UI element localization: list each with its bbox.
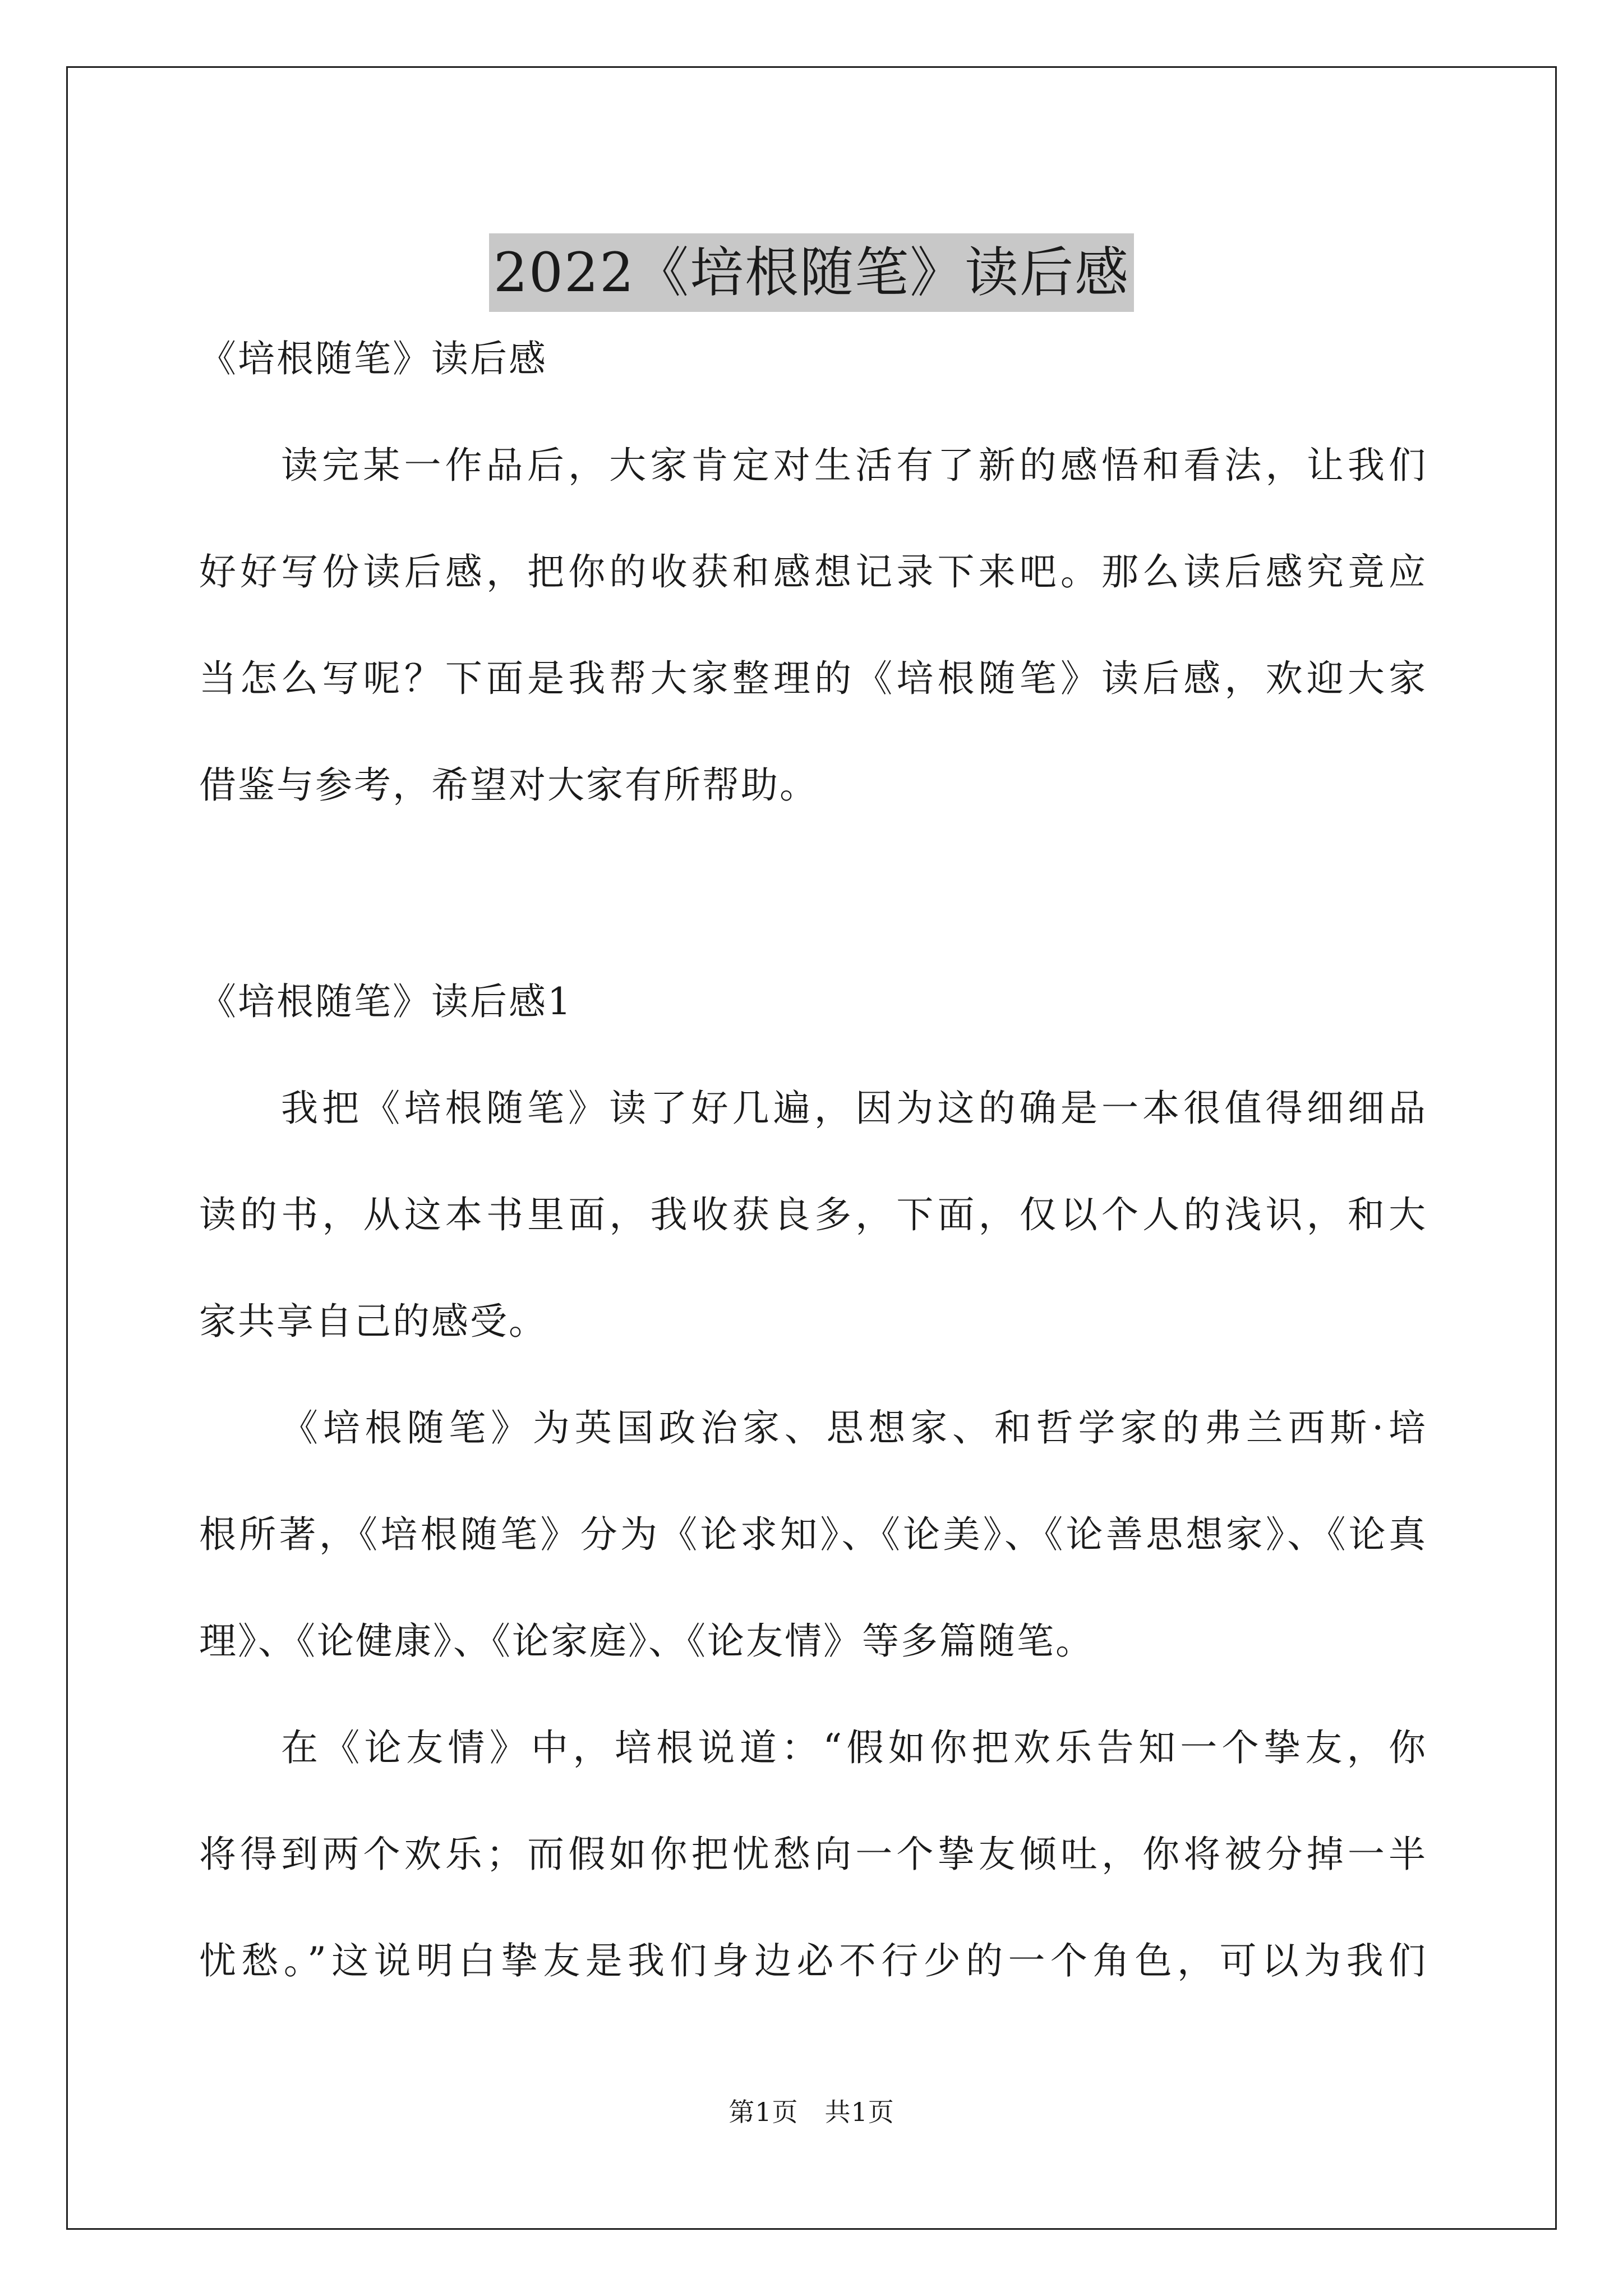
section-gap — [199, 839, 1427, 949]
document-body — [199, 306, 1427, 2014]
paragraph-1 — [199, 1055, 1427, 1375]
intro-line: 读完某一作品后，大家肯定对生活有了新的感悟和看法，让我们 — [281, 444, 1427, 487]
paragraph-line: 在《论友情》中，培根说道：“假如你把欢乐告知一个挚友，你 — [281, 1726, 1427, 1769]
intro-heading: 《培根随笔》读后感 — [199, 337, 547, 380]
paragraph-line: 读的书，从这本书里面，我收获良多，下面，仅以个人的浅识，和大 — [199, 1193, 1427, 1236]
paragraph-line: 理》、《论健康》、《论家庭》、《论友情》等多篇随笔。 — [199, 1619, 1094, 1663]
section-heading: 《培根随笔》读后感1 — [199, 980, 573, 1023]
document-title: 2022《培根随笔》读后感 — [489, 233, 1134, 312]
paragraph-line: 忧愁。”这说明白挚友是我们身边必不行少的一个角色，可以为我们 — [199, 1939, 1427, 1982]
paragraph-line: 将得到两个欢乐；而假如你把忧愁向一个挚友倾吐，你将被分掉一半 — [199, 1833, 1427, 1876]
intro-line: 借鉴与参考，希望对大家有所帮助。 — [199, 763, 818, 807]
paragraph-line: 家共享自己的感受。 — [199, 1300, 547, 1343]
page-number: 第1页 共1页 — [728, 2097, 895, 2127]
paragraph-3 — [199, 1695, 1427, 2014]
paragraph-line: 《培根随笔》为英国政治家、思想家、和哲学家的弗兰西斯·培 — [281, 1406, 1427, 1450]
intro-line: 好好写份读后感，把你的收获和感想记录下来吧。那么读后感究竟应 — [199, 550, 1427, 593]
paragraph-2 — [199, 1375, 1427, 1695]
paragraph-line: 根所著，《培根随笔》分为《论求知》、《论美》、《论善思想家》、《论真 — [199, 1513, 1427, 1556]
intro-paragraph — [199, 412, 1427, 839]
intro-line: 当怎么写呢？下面是我帮大家整理的《培根随笔》读后感，欢迎大家 — [199, 657, 1427, 700]
paragraph-line: 我把《培根随笔》读了好几遍，因为这的确是一本很值得细细品 — [281, 1087, 1427, 1130]
